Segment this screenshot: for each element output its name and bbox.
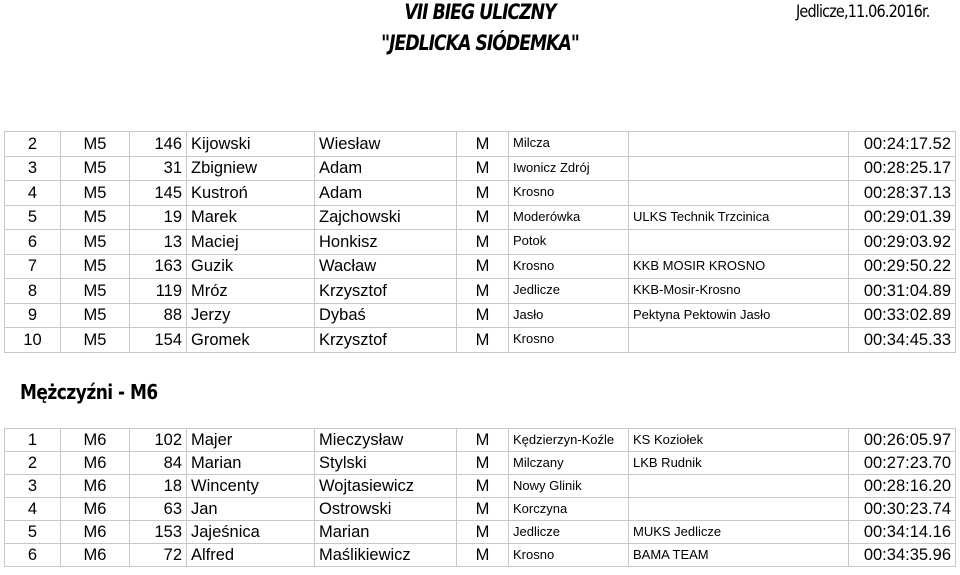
cell-category: M5: [61, 254, 130, 279]
cell-time: 00:33:02.89: [849, 303, 956, 328]
cell-place: 9: [5, 303, 61, 328]
cell-category: M6: [61, 429, 130, 452]
table-row: [5, 230, 956, 255]
cell-bib: 154: [130, 328, 187, 353]
cell-category: M5: [61, 230, 130, 255]
cell-club: KKB-Mosir-Krosno: [629, 279, 849, 304]
cell-club: [629, 181, 849, 206]
cell-category: M5: [61, 328, 130, 353]
cell-club: Pektyna Pektowin Jasło: [629, 303, 849, 328]
cell-first-name: Stylski: [315, 452, 457, 475]
cell-surname: Majer: [187, 429, 315, 452]
cell-club: KS Koziołek: [629, 429, 849, 452]
cell-bib: 31: [130, 156, 187, 181]
cell-category: M6: [61, 544, 130, 567]
cell-bib: 18: [130, 475, 187, 498]
cell-surname: Guzik: [187, 254, 315, 279]
cell-town: Jasło: [509, 303, 629, 328]
cell-club: LKB Rudnik: [629, 452, 849, 475]
table-row: [5, 303, 956, 328]
cell-surname: Jan: [187, 498, 315, 521]
table-row: [5, 328, 956, 353]
cell-bib: 163: [130, 254, 187, 279]
cell-club: MUKS Jedlicze: [629, 521, 849, 544]
cell-bib: 102: [130, 429, 187, 452]
cell-surname: Maciej: [187, 230, 315, 255]
table-row: [5, 498, 956, 521]
cell-sex: M: [457, 498, 509, 521]
cell-bib: 72: [130, 544, 187, 567]
cell-time: 00:29:50.22: [849, 254, 956, 279]
cell-town: Milczany: [509, 452, 629, 475]
cell-bib: 88: [130, 303, 187, 328]
cell-town: Iwonicz Zdrój: [509, 156, 629, 181]
cell-time: 00:28:16.20: [849, 475, 956, 498]
table-row: [5, 521, 956, 544]
table-row: [5, 205, 956, 230]
cell-place: 10: [5, 328, 61, 353]
table-row: [5, 181, 956, 206]
cell-bib: 119: [130, 279, 187, 304]
cell-first-name: Wojtasiewicz: [315, 475, 457, 498]
cell-time: 00:34:45.33: [849, 328, 956, 353]
cell-club: [629, 328, 849, 353]
results-table-m5: [4, 131, 956, 353]
cell-surname: Marek: [187, 205, 315, 230]
cell-sex: M: [457, 452, 509, 475]
cell-first-name: Wiesław: [315, 132, 457, 157]
cell-sex: M: [457, 521, 509, 544]
cell-place: 3: [5, 475, 61, 498]
cell-first-name: Wacław: [315, 254, 457, 279]
cell-first-name: Honkisz: [315, 230, 457, 255]
cell-town: Jedlicze: [509, 279, 629, 304]
cell-surname: Wincenty: [187, 475, 315, 498]
cell-first-name: Adam: [315, 156, 457, 181]
cell-bib: 145: [130, 181, 187, 206]
cell-bib: 63: [130, 498, 187, 521]
cell-place: 7: [5, 254, 61, 279]
cell-surname: Zbigniew: [187, 156, 315, 181]
table-row: [5, 156, 956, 181]
cell-place: 5: [5, 521, 61, 544]
event-date: Jedlicze,11.06.2016r.: [796, 2, 930, 22]
cell-category: M5: [61, 132, 130, 157]
cell-bib: 146: [130, 132, 187, 157]
cell-surname: Marian: [187, 452, 315, 475]
cell-category: M5: [61, 205, 130, 230]
cell-club: [629, 230, 849, 255]
table-row: [5, 254, 956, 279]
table-row: [5, 544, 956, 567]
table-row: [5, 279, 956, 304]
cell-place: 4: [5, 181, 61, 206]
table-row: [5, 429, 956, 452]
section-heading-m6: Mężczyźni - M6: [20, 380, 158, 404]
cell-first-name: Dybaś: [315, 303, 457, 328]
cell-time: 00:28:25.17: [849, 156, 956, 181]
cell-time: 00:29:01.39: [849, 205, 956, 230]
cell-first-name: Krzysztof: [315, 279, 457, 304]
cell-time: 00:34:14.16: [849, 521, 956, 544]
cell-bib: 84: [130, 452, 187, 475]
cell-sex: M: [457, 205, 509, 230]
cell-place: 2: [5, 132, 61, 157]
cell-category: M6: [61, 498, 130, 521]
cell-bib: 13: [130, 230, 187, 255]
cell-bib: 19: [130, 205, 187, 230]
cell-time: 00:34:35.96: [849, 544, 956, 567]
cell-first-name: Ostrowski: [315, 498, 457, 521]
cell-club: [629, 156, 849, 181]
cell-first-name: Krzysztof: [315, 328, 457, 353]
cell-place: 3: [5, 156, 61, 181]
cell-town: Krosno: [509, 328, 629, 353]
cell-sex: M: [457, 132, 509, 157]
cell-place: 6: [5, 544, 61, 567]
cell-place: 8: [5, 279, 61, 304]
cell-town: Korczyna: [509, 498, 629, 521]
cell-sex: M: [457, 303, 509, 328]
cell-first-name: Marian: [315, 521, 457, 544]
cell-bib: 153: [130, 521, 187, 544]
cell-first-name: Adam: [315, 181, 457, 206]
cell-club: BAMA TEAM: [629, 544, 849, 567]
results-table-m6: [4, 428, 956, 567]
cell-category: M5: [61, 181, 130, 206]
table-row: [5, 452, 956, 475]
cell-surname: Alfred: [187, 544, 315, 567]
cell-first-name: Zajchowski: [315, 205, 457, 230]
cell-time: 00:28:37.13: [849, 181, 956, 206]
table-row: [5, 132, 956, 157]
cell-place: 4: [5, 498, 61, 521]
cell-place: 1: [5, 429, 61, 452]
cell-sex: M: [457, 544, 509, 567]
cell-time: 00:24:17.52: [849, 132, 956, 157]
event-subtitle: "JEDLICKA SIÓDEMKA": [381, 31, 579, 55]
cell-place: 2: [5, 452, 61, 475]
cell-town: Milcza: [509, 132, 629, 157]
cell-sex: M: [457, 429, 509, 452]
cell-time: 00:26:05.97: [849, 429, 956, 452]
cell-town: Nowy Glinik: [509, 475, 629, 498]
table-row: [5, 475, 956, 498]
cell-time: 00:31:04.89: [849, 279, 956, 304]
cell-category: M6: [61, 452, 130, 475]
cell-town: Krosno: [509, 544, 629, 567]
cell-surname: Kijowski: [187, 132, 315, 157]
cell-category: M6: [61, 475, 130, 498]
cell-town: Krosno: [509, 254, 629, 279]
cell-club: [629, 475, 849, 498]
cell-surname: Jerzy: [187, 303, 315, 328]
cell-town: Potok: [509, 230, 629, 255]
cell-club: ULKS Technik Trzcinica: [629, 205, 849, 230]
cell-sex: M: [457, 279, 509, 304]
cell-sex: M: [457, 156, 509, 181]
cell-category: M5: [61, 303, 130, 328]
cell-surname: Gromek: [187, 328, 315, 353]
cell-town: Kędzierzyn-Koźle: [509, 429, 629, 452]
cell-town: Jedlicze: [509, 521, 629, 544]
cell-sex: M: [457, 475, 509, 498]
cell-sex: M: [457, 181, 509, 206]
cell-sex: M: [457, 254, 509, 279]
cell-town: Moderówka: [509, 205, 629, 230]
cell-place: 5: [5, 205, 61, 230]
cell-surname: Jajeśnica: [187, 521, 315, 544]
cell-town: Krosno: [509, 181, 629, 206]
cell-place: 6: [5, 230, 61, 255]
cell-category: M5: [61, 156, 130, 181]
cell-sex: M: [457, 328, 509, 353]
cell-sex: M: [457, 230, 509, 255]
cell-time: 00:30:23.74: [849, 498, 956, 521]
cell-club: [629, 498, 849, 521]
cell-time: 00:27:23.70: [849, 452, 956, 475]
cell-category: M6: [61, 521, 130, 544]
cell-time: 00:29:03.92: [849, 230, 956, 255]
cell-club: [629, 132, 849, 157]
event-title: VII BIEG ULICZNY: [404, 0, 556, 24]
cell-category: M5: [61, 279, 130, 304]
cell-first-name: Mieczysław: [315, 429, 457, 452]
cell-first-name: Maślikiewicz: [315, 544, 457, 567]
cell-surname: Kustroń: [187, 181, 315, 206]
cell-surname: Mróz: [187, 279, 315, 304]
cell-club: KKB MOSIR KROSNO: [629, 254, 849, 279]
